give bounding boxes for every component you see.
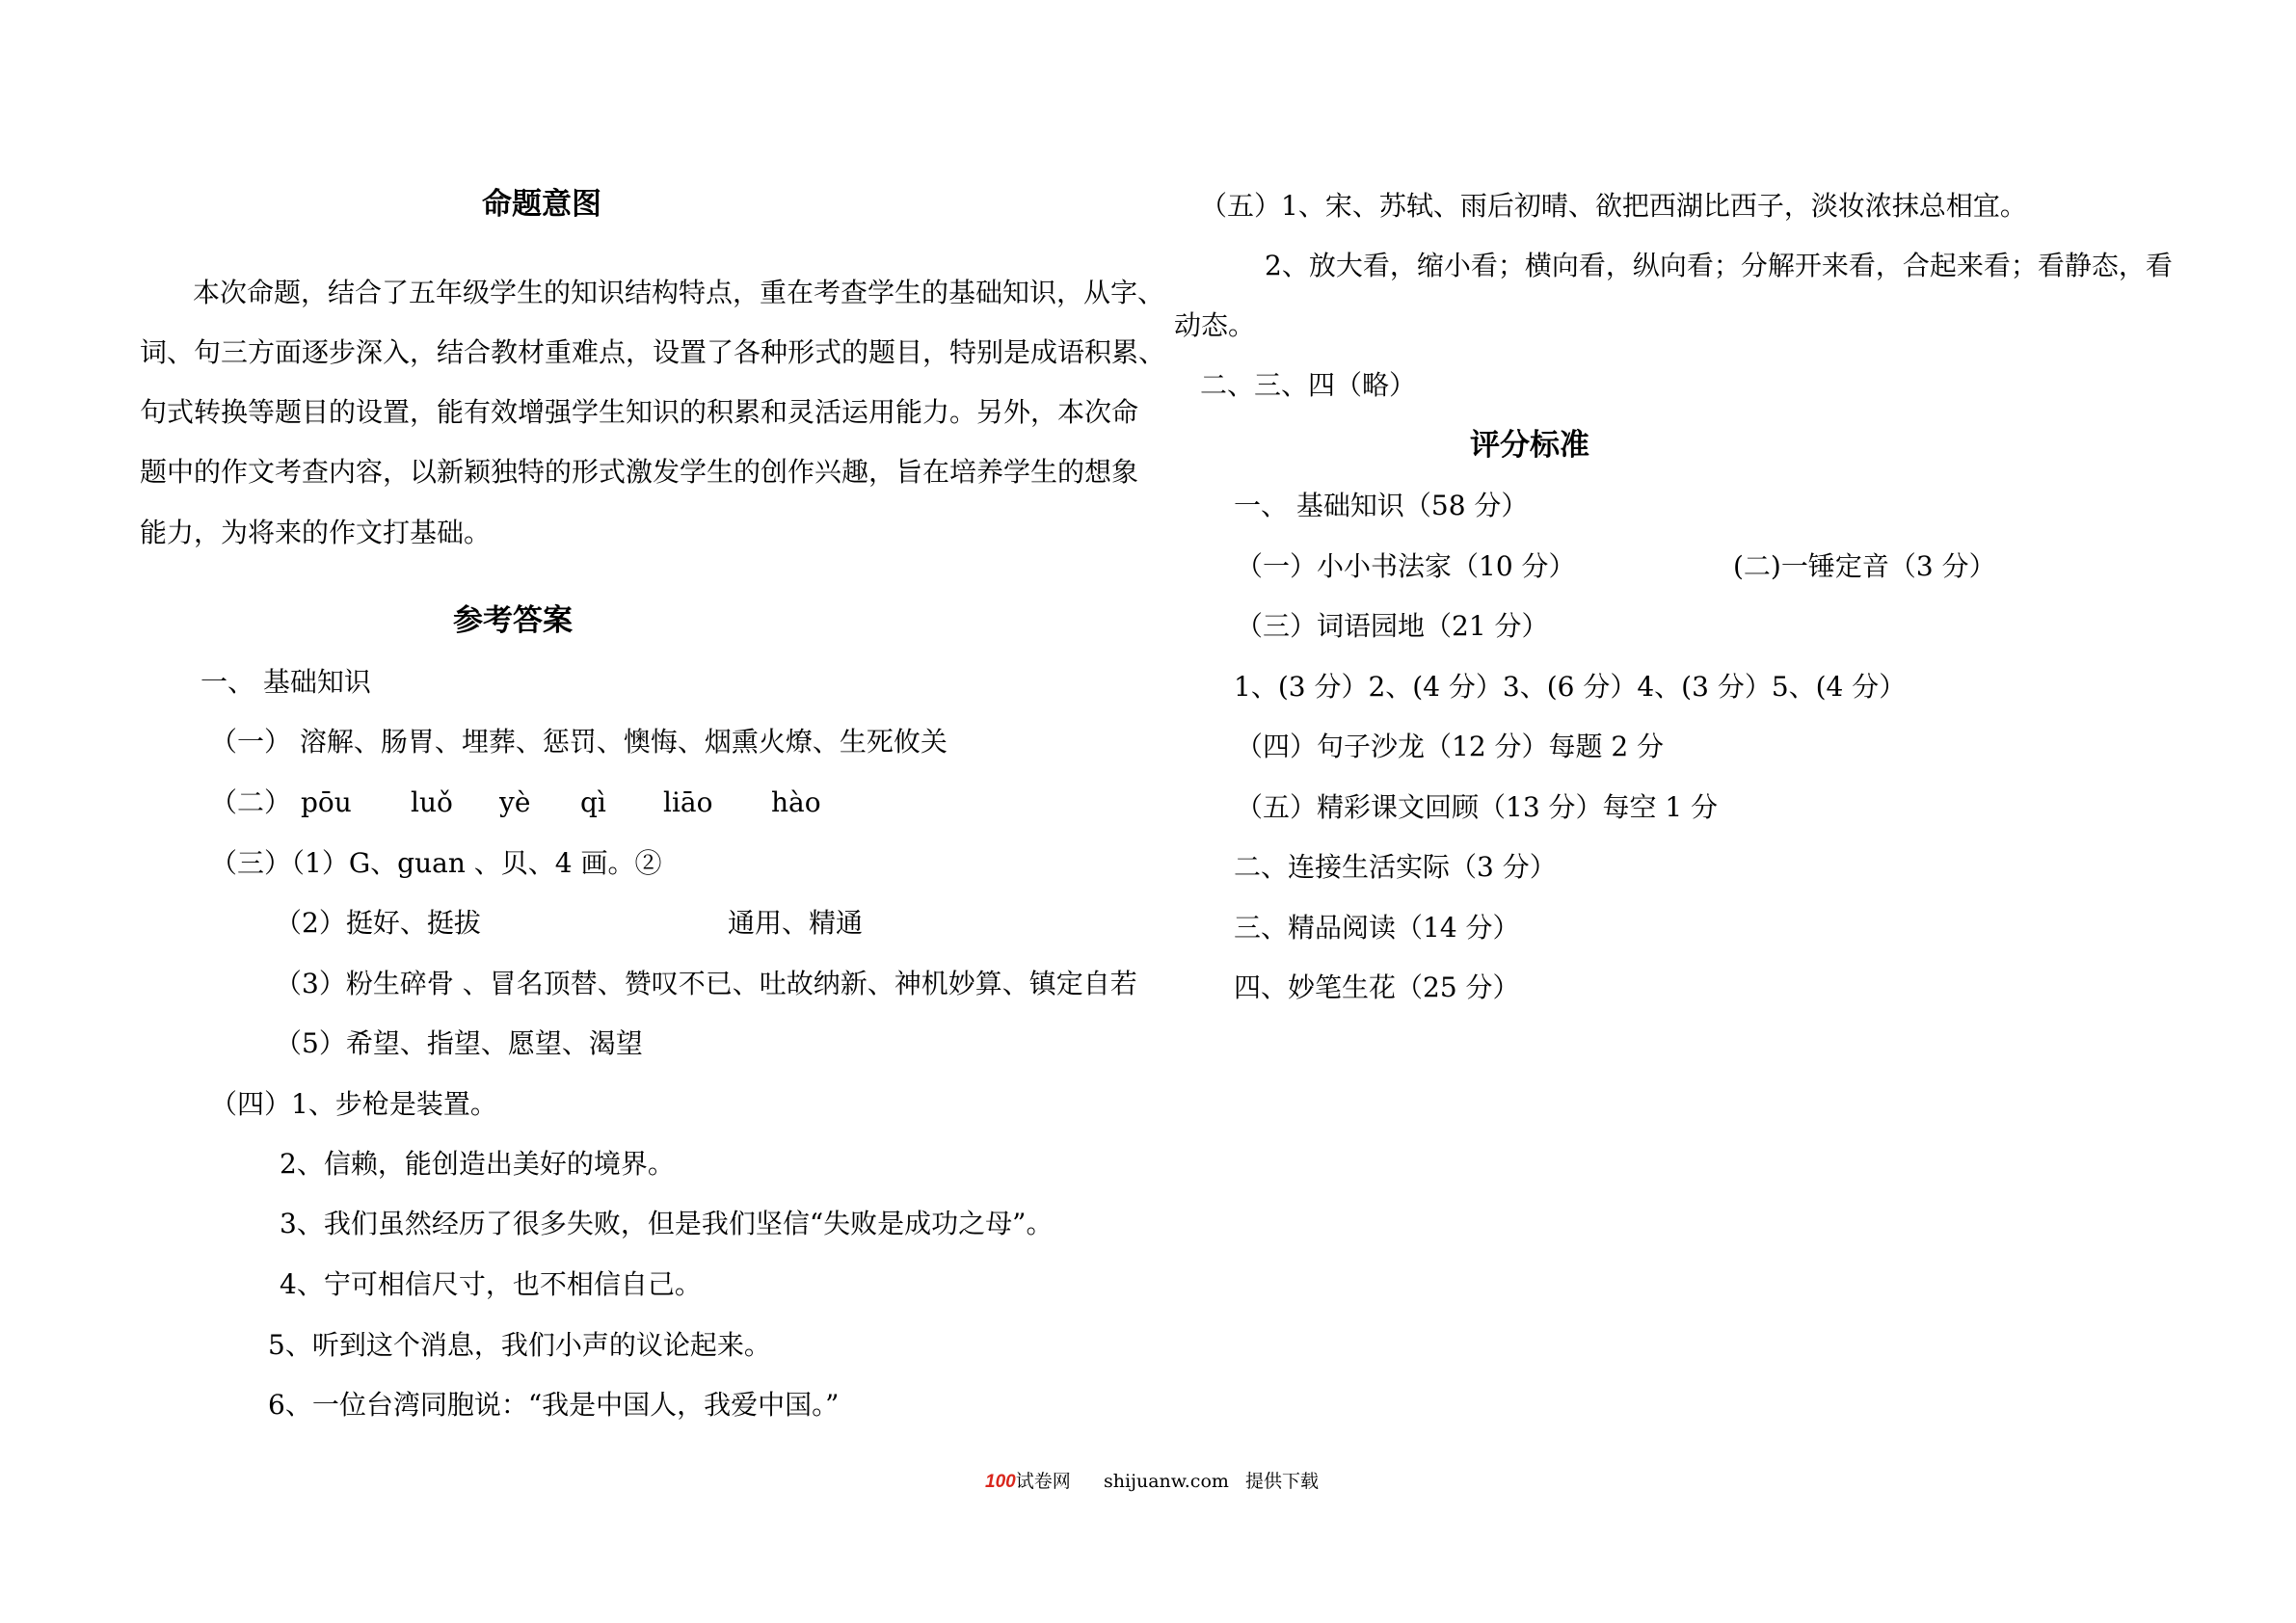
- site-name: 试卷网: [1015, 1471, 1071, 1492]
- pinyin-6: hào: [771, 786, 821, 818]
- answers-rest: 二、三、四（略）: [1200, 369, 1417, 401]
- answer-item-4-6: 6、一位台湾同胞说：“我是中国人，我爱中国。”: [268, 1389, 840, 1421]
- pinyin-5: liāo: [663, 786, 713, 818]
- pinyin-2: luǒ: [411, 786, 453, 818]
- scoring-item-3-detail: 1、(3 分）2、(4 分）3、(6 分）4、(3 分）5、(4 分）: [1234, 671, 1907, 703]
- scoring-item-2: (二)一锤定音（3 分）: [1733, 550, 1996, 582]
- pinyin-1: pōu: [301, 786, 352, 818]
- scoring-section-3: 三、精品阅读（14 分）: [1234, 912, 1520, 944]
- answer-item-3-5: （5）希望、指望、愿望、渴望: [275, 1027, 643, 1059]
- answer-item-5-1: （五）1、宋、苏轼、雨后初晴、欲把西湖比西子，淡妆浓抹总相宜。: [1200, 190, 2027, 222]
- pinyin-4: qì: [580, 786, 606, 818]
- scoring-item-4: （四）句子沙龙（12 分）每题 2 分: [1236, 731, 1665, 762]
- intent-line-4: 题中的作文考查内容，以新颖独特的形式激发学生的创作兴趣，旨在培养学生的想象: [140, 456, 1139, 488]
- pinyin-3: yè: [499, 786, 531, 818]
- answer-item-4: （四）1、步枪是装置。: [210, 1088, 497, 1120]
- intent-title: 命题意图: [482, 187, 601, 222]
- intent-line-3: 句式转换等题目的设置，能有效增强学生知识的积累和灵活运用能力。另外，本次命: [140, 396, 1139, 428]
- answer-item-4-3: 3、我们虽然经历了很多失败，但是我们坚信“失败是成功之母”。: [280, 1208, 1054, 1239]
- answer-item-5-2a: 2、放大看，缩小看；横向看，纵向看；分解开来看，合起来看；看静态，看: [1265, 250, 2173, 281]
- scoring-item-1: （一）小小书法家（10 分）: [1236, 550, 1576, 582]
- scoring-item-5: （五）精彩课文回顾（13 分）每空 1 分: [1236, 791, 1719, 823]
- footer-domain[interactable]: shijuanw.com: [1104, 1471, 1229, 1492]
- scoring-section-1: 一、 基础知识（58 分）: [1234, 490, 1529, 521]
- answers-title: 参考答案: [453, 603, 573, 638]
- intent-line-5: 能力，为将来的作文打基础。: [140, 517, 492, 548]
- answer-item-5-2b: 动态。: [1174, 309, 1256, 341]
- site-logo: 100: [985, 1472, 1016, 1492]
- footer-note: 提供下载: [1245, 1471, 1320, 1492]
- answer-item-3-2a: （2）挺好、挺拔: [275, 907, 481, 939]
- answer-item-4-2: 2、信赖，能创造出美好的境界。: [280, 1148, 675, 1180]
- answer-item-2-label: （二）: [210, 786, 292, 818]
- intent-line-2: 词、句三方面逐步深入，结合教材重难点，设置了各种形式的题目，特别是成语积累、: [140, 336, 1166, 368]
- intent-line-1: 本次命题，结合了五年级学生的知识结构特点，重在考查学生的基础知识，从字、: [193, 277, 1165, 308]
- answer-item-3-2b: 通用、精通: [728, 907, 864, 939]
- answer-item-1: （一） 溶解、肠胃、埋葬、惩罚、懊悔、烟熏火燎、生死攸关: [210, 726, 948, 758]
- scoring-section-2: 二、连接生活实际（3 分）: [1234, 851, 1557, 883]
- answer-item-4-4: 4、宁可相信尺寸，也不相信自己。: [280, 1268, 702, 1300]
- answer-item-3-3: （3）粉生碎骨 、冒名顶替、赞叹不已、吐故纳新、神机妙算、镇定自若: [275, 968, 1137, 999]
- answer-item-3: （三）（1）G、guan 、贝、4 画。②: [210, 847, 662, 879]
- scoring-title: 评分标准: [1470, 428, 1589, 463]
- footer-brand: [985, 1469, 1071, 1495]
- answers-section-1: 一、 基础知识: [200, 666, 371, 698]
- scoring-item-3: （三）词语园地（21 分）: [1236, 610, 1549, 642]
- scoring-section-4: 四、妙笔生花（25 分）: [1234, 971, 1520, 1003]
- answer-item-4-5: 5、听到这个消息，我们小声的议论起来。: [268, 1329, 771, 1361]
